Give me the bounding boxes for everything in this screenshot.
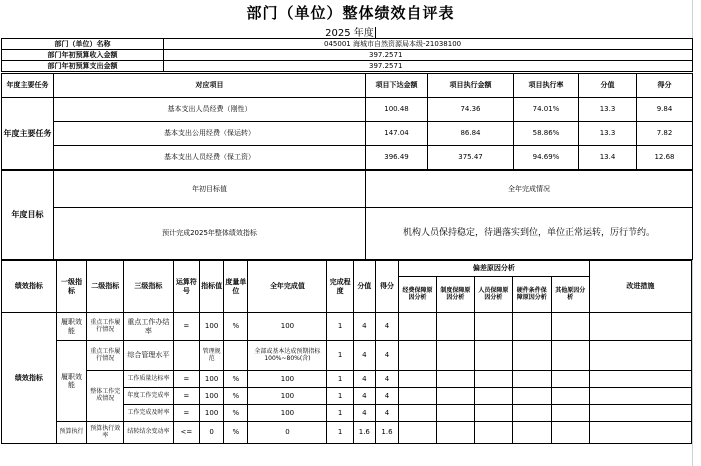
ind-weight[interactable]: 4 [353,371,375,388]
ind-target[interactable]: 100 [200,388,224,405]
ind-op[interactable]: = [173,388,199,405]
col-weight: 分值 [579,74,637,98]
col-improve: 改进措施 [589,261,691,313]
col-target: 指标值 [200,261,224,313]
goals-table [1,170,693,260]
col-dev-funding: 经费保障原因分析 [399,277,437,313]
info-value[interactable]: 045001 海城市自然资源局本级-21038100 [164,39,693,50]
dev-cell[interactable] [436,405,474,422]
dev-cell[interactable] [512,341,551,371]
ind-score[interactable]: 1.6 [375,422,398,444]
col-level1: 一级指标 [56,261,87,313]
ind-score[interactable]: 4 [375,313,398,341]
dev-cell[interactable] [551,405,589,422]
dev-cell[interactable] [551,341,589,371]
col-rate: 项目执行率 [514,74,579,98]
ind-actual[interactable]: 0 [248,422,327,444]
dev-cell[interactable] [551,371,589,388]
table-row [2,98,693,122]
ind-op[interactable] [173,341,199,371]
ind-l3[interactable]: 工作质量达标率 [124,371,174,388]
dev-cell[interactable] [512,313,551,341]
info-label: 部门年初预算支出金额 [2,61,164,72]
ind-weight[interactable]: 4 [353,388,375,405]
table-row [2,313,692,341]
tasks-section-header: 年度主要任务 [2,74,54,98]
ind-l2[interactable]: 重点工作履行情况 [87,313,124,341]
task-rate[interactable]: 74.01% [514,98,579,122]
ind-actual[interactable]: 100 [248,313,327,341]
col-executed: 项目执行金额 [428,74,514,98]
task-executed[interactable]: 375.47 [428,146,514,170]
ind-l3[interactable]: 结转结余变动率 [124,422,174,444]
ind-actual[interactable]: 100 [248,405,327,422]
task-score[interactable]: 9.84 [637,98,693,122]
ind-weight[interactable]: 4 [353,405,375,422]
task-weight[interactable]: 13.3 [579,98,637,122]
initial-goal-header: 年初目标值 [54,171,366,208]
table-row [2,122,693,146]
ind-op[interactable]: = [173,371,199,388]
ind-target[interactable]: 100 [200,405,224,422]
task-rate[interactable]: 94.69% [514,146,579,170]
ind-weight[interactable]: 1.6 [353,422,375,444]
task-budget[interactable]: 396.49 [366,146,428,170]
improve-cell[interactable] [589,422,691,444]
dev-cell[interactable] [399,341,437,371]
task-rate[interactable]: 58.86% [514,122,579,146]
dev-cell[interactable] [436,313,474,341]
dev-cell[interactable] [399,388,437,405]
ind-degree[interactable]: 1 [327,422,353,444]
improve-cell[interactable] [589,371,691,388]
ind-actual[interactable]: 100 [248,371,327,388]
dev-cell[interactable] [512,371,551,388]
dev-cell[interactable] [512,405,551,422]
task-executed[interactable]: 86.84 [428,122,514,146]
col-operator: 运算符号 [173,261,199,313]
task-budget[interactable]: 147.04 [366,122,428,146]
col-dev-other: 其他原因分析 [551,277,589,313]
ind-l1[interactable]: 履职效能 [56,313,87,341]
year-cell[interactable] [0,24,701,39]
indicators-table [1,260,692,444]
table-row [2,422,692,444]
ind-degree[interactable]: 1 [327,371,353,388]
col-budget: 项目下达金额 [366,74,428,98]
col-deviation: 偏差原因分析 [399,261,590,277]
table-row [2,146,693,170]
ind-weight[interactable]: 4 [353,341,375,371]
ind-degree[interactable]: 1 [327,405,353,422]
dev-cell[interactable] [399,313,437,341]
ind-unit[interactable]: % [224,371,248,388]
initial-goal-text[interactable]: 预计完成2025年整体绩效指标 [54,208,366,260]
ind-l1[interactable]: 履职效能 [56,341,87,422]
task-score[interactable]: 7.82 [637,122,693,146]
info-table [1,38,693,72]
ind-l1[interactable]: 预算执行 [56,422,87,444]
table-row [2,341,692,371]
dev-cell[interactable] [551,422,589,444]
ind-op[interactable]: = [173,313,199,341]
indicator-section-header: 绩效指标 [2,261,57,313]
dev-cell[interactable] [512,388,551,405]
dev-cell[interactable] [399,405,437,422]
dev-cell[interactable] [474,313,512,341]
dev-cell[interactable] [474,371,512,388]
ind-target[interactable]: 管理规范 [200,341,224,371]
ind-actual[interactable]: 100 [248,388,327,405]
sheet-title: 部门（单位）整体绩效自评表 [246,4,455,22]
col-unit: 度量单位 [224,261,248,313]
col-actual: 全年完成值 [248,261,327,313]
col-level2: 二级指标 [87,261,124,313]
improve-cell[interactable] [589,313,691,341]
ind-weight[interactable]: 4 [353,313,375,341]
dev-cell[interactable] [474,388,512,405]
ind-op[interactable]: <= [173,422,199,444]
ind-unit[interactable]: % [224,388,248,405]
ind-score[interactable]: 4 [375,388,398,405]
ind-l3[interactable]: 工作完成及时率 [124,405,174,422]
ind-score[interactable]: 4 [375,341,398,371]
col-level3: 三级指标 [124,261,174,313]
table-row [2,371,692,388]
task-executed[interactable]: 74.36 [428,98,514,122]
improve-cell[interactable] [589,341,691,371]
ind-unit[interactable]: % [224,405,248,422]
ind-l2[interactable]: 预算执行效率 [87,422,124,444]
actual-goal-text[interactable]: 机构人员保持稳定，待遇落实到位，单位正常运转，厉行节约。 [366,208,693,260]
dev-cell[interactable] [399,422,437,444]
dev-cell[interactable] [436,341,474,371]
task-project[interactable]: 基本支出人员经费（刚性） [54,98,366,122]
dev-cell[interactable] [399,371,437,388]
info-value[interactable]: 397.2571 [164,61,693,72]
ind-l3[interactable]: 年度工作完成率 [124,388,174,405]
ind-l2[interactable]: 重点工作履行情况 [87,341,124,371]
info-label: 部门年初预算收入金额 [2,50,164,61]
tasks-table [1,73,693,170]
col-score: 得分 [375,261,398,313]
ind-l3[interactable]: 重点工作办结率 [124,313,174,341]
ind-op[interactable]: = [173,405,199,422]
dev-cell[interactable] [436,371,474,388]
task-weight[interactable]: 13.4 [579,146,637,170]
ind-degree[interactable]: 1 [327,313,353,341]
dev-cell[interactable] [436,388,474,405]
col-dev-staff: 人员保障原因分析 [474,277,512,313]
ind-target[interactable]: 100 [200,371,224,388]
info-label: 部门（单位）名称 [2,39,164,50]
dev-cell[interactable] [551,388,589,405]
task-budget[interactable]: 100.48 [366,98,428,122]
year-text: 2025 年度 [325,28,374,39]
dev-cell[interactable] [436,422,474,444]
dev-cell[interactable] [474,341,512,371]
ind-degree[interactable]: 1 [327,388,353,405]
col-dev-system: 制度保障原因分析 [436,277,474,313]
ind-unit[interactable]: % [224,313,248,341]
ind-unit[interactable] [224,341,248,371]
ind-unit[interactable]: % [224,422,248,444]
info-value[interactable]: 397.2571 [164,50,693,61]
indicators-label: 绩效指标 [2,313,57,444]
dev-cell[interactable] [474,422,512,444]
task-weight[interactable]: 13.3 [579,122,637,146]
task-project[interactable]: 基本支出人员经费（保工资） [54,146,366,170]
ind-target[interactable]: 100 [200,313,224,341]
ind-score[interactable]: 4 [375,371,398,388]
dev-cell[interactable] [551,313,589,341]
col-project: 对应项目 [54,74,366,98]
col-weight: 分值 [353,261,375,313]
actual-goal-header: 全年完成情况 [366,171,693,208]
dev-cell[interactable] [474,405,512,422]
ind-l2[interactable]: 整体工作完成情况 [87,371,124,422]
improve-cell[interactable] [589,388,691,405]
col-dev-hardware: 硬件条件保障原因分析 [512,277,551,313]
ind-target[interactable]: 0 [200,422,224,444]
ind-score[interactable]: 4 [375,405,398,422]
ind-degree[interactable]: 1 [327,341,353,371]
col-degree: 完成程度 [327,261,353,313]
improve-cell[interactable] [589,405,691,422]
ind-actual[interactable]: 全部或基本达成预期指标 100%~80%(含) [248,341,327,371]
ind-l3[interactable]: 综合管理水平 [124,341,174,371]
task-project[interactable]: 基本支出公用经费（保运转） [54,122,366,146]
goals-label: 年度目标 [2,171,54,260]
text-cursor [375,27,376,38]
dev-cell[interactable] [512,422,551,444]
task-score[interactable]: 12.68 [637,146,693,170]
col-score: 得分 [637,74,693,98]
tasks-section-label: 年度主要任务 [2,98,54,170]
